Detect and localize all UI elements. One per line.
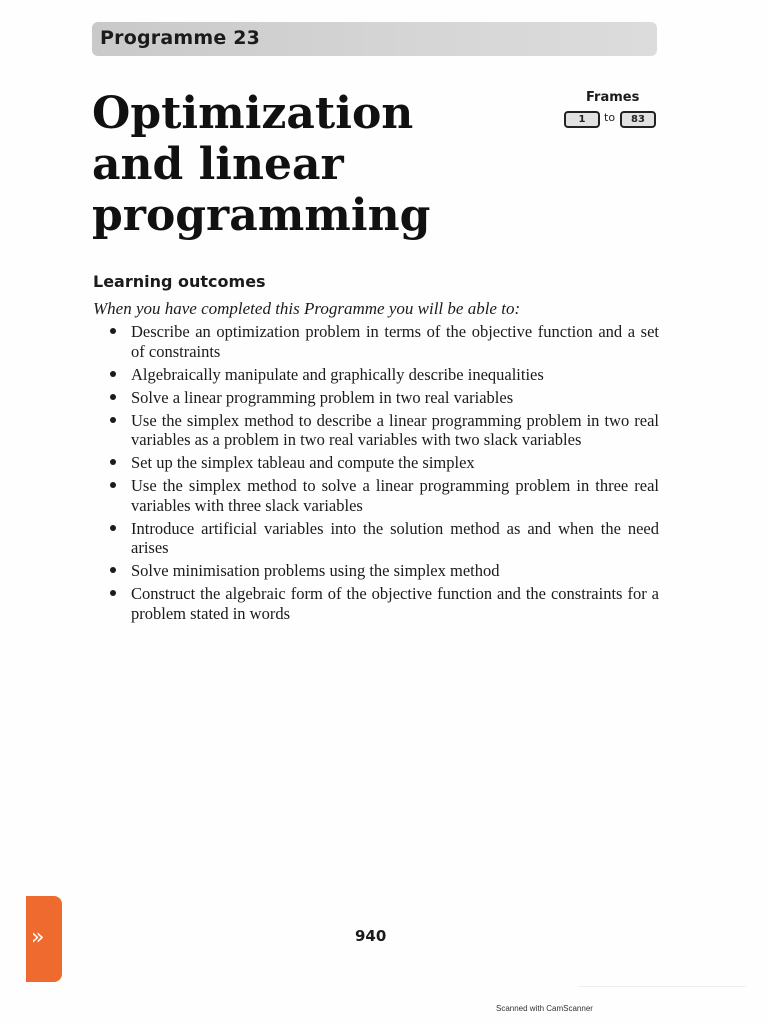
list-item bbox=[107, 453, 659, 473]
list-item bbox=[107, 584, 659, 623]
list-item-text: Construct the algebraic form of the objective function and the constraints for a problem stated in words bbox=[131, 584, 659, 623]
double-chevron-right-icon: » bbox=[31, 925, 45, 950]
frames-label: Frames bbox=[586, 90, 640, 105]
list-item-text: Algebraically manipulate and graphically describe inequalities bbox=[131, 364, 544, 384]
frames-indicator bbox=[564, 90, 660, 134]
scanner-watermark: Scanned with CamScanner bbox=[496, 1004, 593, 1013]
title-line: programming bbox=[92, 190, 431, 241]
bullet-icon bbox=[110, 525, 116, 531]
bullet-icon bbox=[110, 371, 116, 377]
list-item-text: Introduce artificial variables into the solution method as and when the need arises bbox=[131, 518, 659, 557]
list-item bbox=[107, 476, 659, 515]
bullet-icon bbox=[110, 459, 116, 465]
bullet-icon bbox=[110, 482, 116, 488]
list-item-text: Set up the simplex tableau and compute the simplex bbox=[131, 453, 475, 472]
bullet-icon bbox=[110, 328, 116, 334]
list-item bbox=[107, 411, 659, 450]
frame-end-box: 83 bbox=[620, 111, 656, 128]
learning-outcomes-heading: Learning outcomes bbox=[93, 272, 266, 291]
list-item-text: Use the simplex method to solve a linear programming problem in three real variables with three slack variables bbox=[131, 476, 659, 515]
page-title bbox=[92, 88, 512, 241]
list-item bbox=[107, 322, 659, 361]
frame-to-label: to bbox=[604, 111, 616, 124]
title-line: and linear bbox=[92, 139, 344, 190]
learning-outcomes-intro: When you have completed this Programme you will be able to: bbox=[93, 299, 521, 318]
bullet-icon bbox=[110, 394, 116, 400]
programme-banner bbox=[92, 22, 657, 56]
next-page-tab[interactable] bbox=[26, 896, 62, 982]
list-item-text: Solve minimisation problems using the simplex method bbox=[131, 561, 500, 580]
learning-outcomes-list bbox=[107, 322, 659, 627]
bullet-icon bbox=[110, 567, 116, 573]
bullet-icon bbox=[110, 590, 116, 596]
footer-divider bbox=[578, 986, 746, 987]
list-item-text: Use the simplex method to describe a linear programming problem in two real variables as a problem in two real variables with two slack variables bbox=[131, 410, 659, 449]
bullet-icon bbox=[110, 417, 116, 423]
list-item-text: Describe an optimization problem in terms of the objective function and a set of constraints bbox=[131, 322, 659, 361]
list-item bbox=[107, 365, 659, 385]
page-number: 940 bbox=[355, 927, 387, 945]
frame-start-box: 1 bbox=[564, 111, 600, 128]
list-item bbox=[107, 519, 659, 558]
list-item bbox=[107, 388, 659, 408]
programme-label: Programme 23 bbox=[100, 27, 261, 49]
list-item bbox=[107, 561, 659, 581]
list-item-text: Solve a linear programming problem in two real variables bbox=[131, 387, 514, 407]
title-line: Optimization bbox=[92, 88, 414, 139]
